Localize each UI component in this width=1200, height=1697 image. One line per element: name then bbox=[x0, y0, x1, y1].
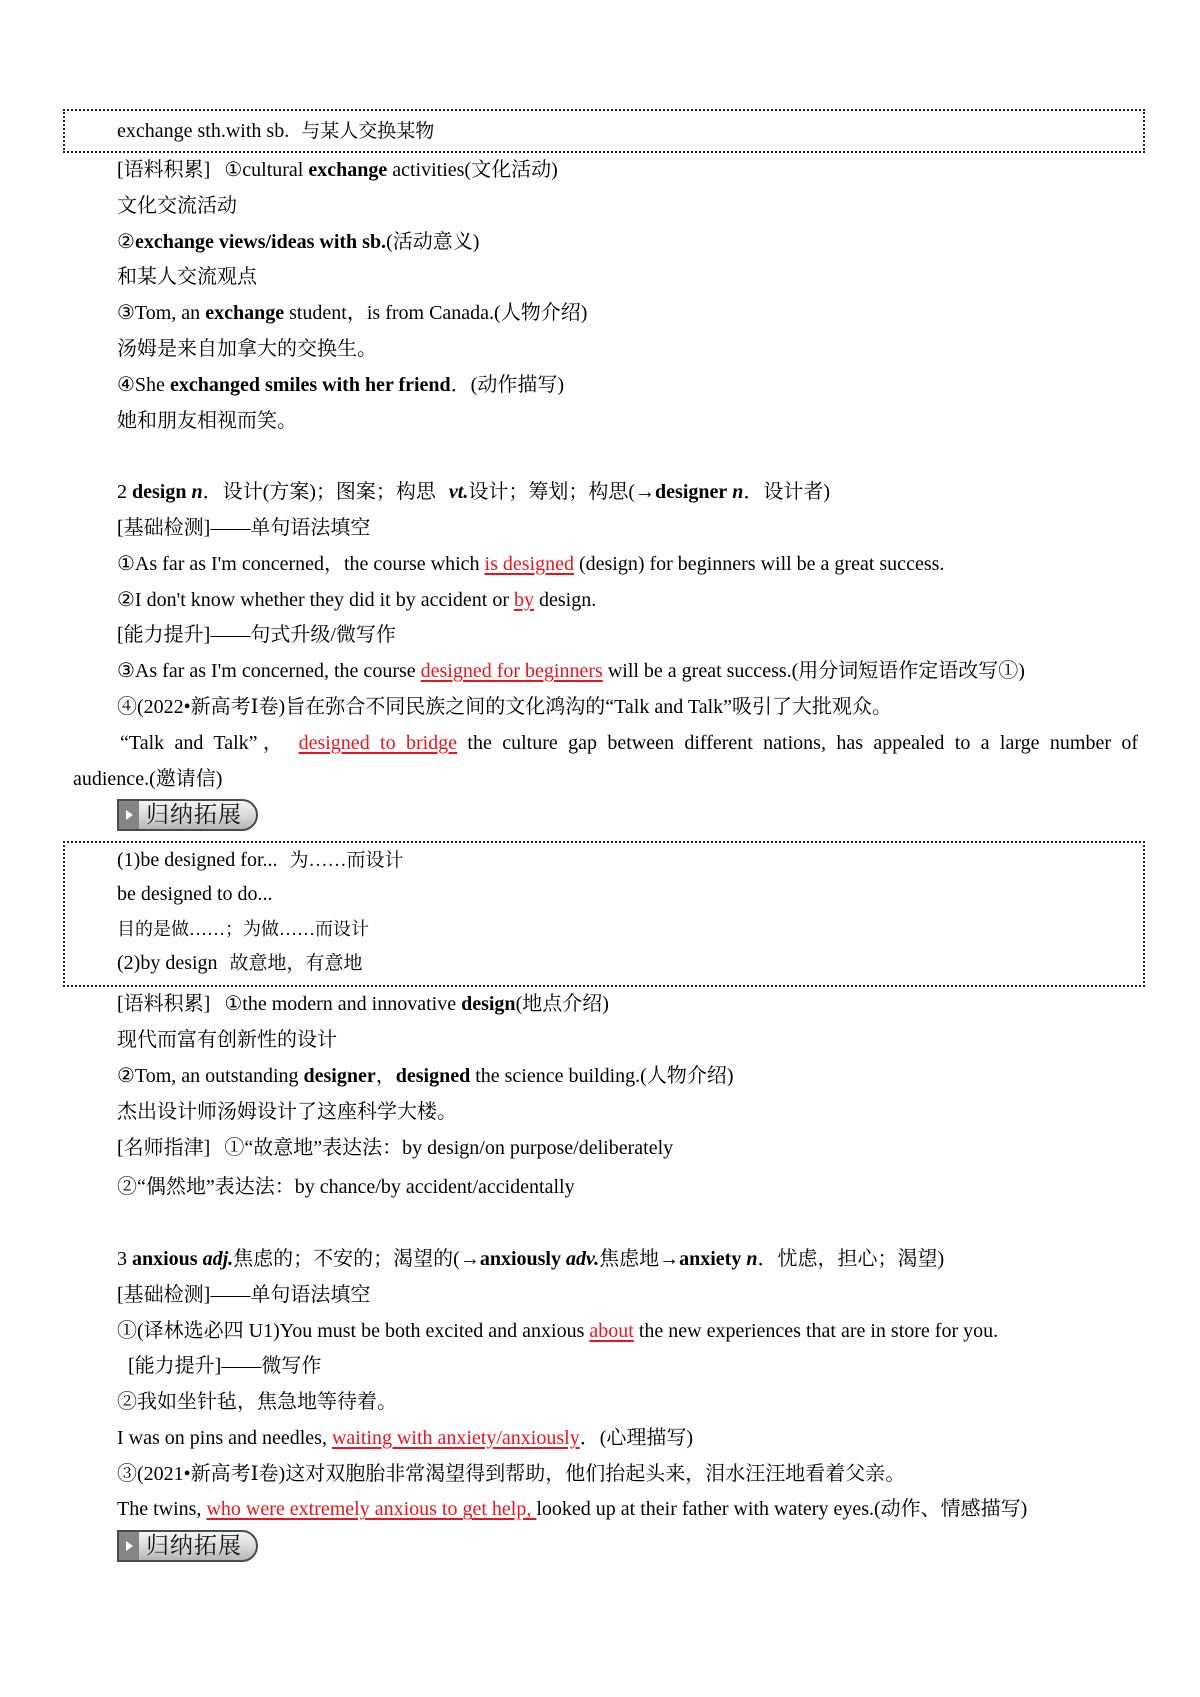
tip-line bbox=[0, 1170, 1170, 1206]
derived-word: anxiously bbox=[479, 1247, 561, 1270]
exercise-task: ——句式升级/微写作 bbox=[210, 624, 396, 647]
sense: ．设计者) bbox=[743, 481, 831, 504]
tip-text: ①“故意地”表达法：by design/on purpose/deliberately bbox=[224, 1136, 674, 1159]
corpus-label: [语料积累] bbox=[117, 993, 211, 1016]
exercise-text: I was on pins and needles, bbox=[117, 1426, 332, 1449]
translation-line bbox=[0, 1095, 1170, 1131]
exercise-line bbox=[0, 1421, 1170, 1457]
phrase-meaning: 目的是做……；为做……而设计 bbox=[117, 918, 369, 939]
exercise-heading bbox=[0, 618, 1170, 654]
keyword: exchange views/ideas with sb. bbox=[134, 230, 387, 253]
exercise-text: will be a great success.(用分词短语作定语改写①) bbox=[602, 660, 1025, 683]
translation-line bbox=[0, 404, 1170, 440]
example-text: ①the modern and innovative bbox=[224, 993, 462, 1016]
example-text: ② bbox=[117, 230, 135, 253]
phrase-meaning: 为……而设计 bbox=[289, 850, 404, 872]
headword: design bbox=[132, 481, 187, 504]
summary-line bbox=[117, 912, 1143, 946]
exercise-text: “Talk and Talk”， bbox=[120, 731, 299, 754]
sense: 焦虑的；不安的；渴望的(→ bbox=[233, 1247, 480, 1270]
writing-answer bbox=[0, 726, 1138, 798]
exercise-text: design. bbox=[534, 588, 597, 611]
corpus-line bbox=[0, 296, 1170, 332]
summary-line bbox=[117, 877, 1143, 911]
exercise-label: [能力提升] bbox=[128, 1355, 222, 1378]
summary-badge-label: 归纳拓展 bbox=[146, 1533, 242, 1560]
translation: 她和朋友相视而笑。 bbox=[117, 409, 297, 432]
translation: 和某人交流观点 bbox=[117, 266, 257, 289]
phrase-meaning: 与某人交换某物 bbox=[301, 121, 435, 142]
part-of-speech: adj. bbox=[202, 1247, 234, 1270]
spacer bbox=[0, 439, 1200, 475]
phrase: (2)by design bbox=[117, 952, 218, 975]
entry-number: 3 bbox=[117, 1247, 127, 1270]
example-text: activities(文化活动) bbox=[387, 159, 558, 181]
exercise-line bbox=[0, 583, 1170, 619]
exercise-text: ①(译林选必四 U1)You must be both excited and anxious bbox=[117, 1319, 590, 1342]
writing-prompt bbox=[0, 1385, 1170, 1421]
exercise-text: ①As far as I'm concerned，the course which bbox=[117, 552, 485, 575]
exercise-text: ②I don't know whether they did it by accident or bbox=[117, 588, 514, 611]
keyword: exchanged smiles with her friend bbox=[169, 373, 451, 396]
headword: anxious bbox=[132, 1247, 198, 1270]
writing-prompt bbox=[0, 1457, 1170, 1493]
part-of-speech: n bbox=[191, 481, 203, 504]
translation: 汤姆是来自加拿大的交换生。 bbox=[117, 337, 377, 360]
entry-heading bbox=[0, 475, 1170, 511]
translation-line bbox=[0, 1023, 1170, 1059]
example-text: ①cultural bbox=[224, 159, 309, 181]
exercise-label: [能力提升] bbox=[117, 624, 211, 647]
writing-prompt bbox=[0, 690, 1170, 726]
derived-word: anxiety bbox=[679, 1247, 742, 1270]
example-text: the science building.(人物介绍) bbox=[470, 1064, 734, 1087]
part-of-speech: adv. bbox=[565, 1247, 600, 1270]
corpus-line bbox=[0, 153, 1170, 189]
corpus-label: [语料积累] bbox=[117, 159, 211, 181]
exercise-task: ——单句语法填空 bbox=[210, 516, 371, 539]
entry-heading bbox=[0, 1242, 1170, 1278]
exercise-heading bbox=[0, 1349, 1170, 1385]
phrase-box bbox=[63, 109, 1145, 153]
answer: waiting with anxiety/anxiously bbox=[331, 1426, 580, 1449]
tip-line bbox=[0, 1131, 1170, 1167]
summary-badge bbox=[117, 799, 258, 831]
summary-badge-row bbox=[0, 1528, 1200, 1564]
corpus-line bbox=[0, 1059, 1170, 1095]
triangle-right-icon bbox=[119, 1532, 139, 1560]
example-text: (活动意义) bbox=[386, 230, 480, 253]
example-text: ②Tom, an outstanding bbox=[117, 1064, 304, 1087]
phrase-meaning: 故意地，有意地 bbox=[229, 953, 363, 975]
part-of-speech: n bbox=[746, 1247, 758, 1270]
summary-line bbox=[117, 946, 1143, 980]
part-of-speech: n bbox=[732, 481, 744, 504]
phrase: be designed to do... bbox=[117, 883, 273, 906]
exercise-heading bbox=[0, 1278, 1170, 1314]
answer: is designed bbox=[484, 552, 574, 575]
translation: 现代而富有创新性的设计 bbox=[117, 1029, 337, 1052]
example-text: ④She bbox=[117, 373, 170, 396]
sense: 设计；筹划；构思(→ bbox=[468, 481, 656, 504]
tips-label: [名师指津] bbox=[117, 1136, 211, 1159]
summary-line bbox=[117, 843, 1143, 877]
writing-answer-line bbox=[73, 762, 1138, 798]
exercise-label: [基础检测] bbox=[117, 516, 211, 539]
summary-box bbox=[63, 841, 1145, 987]
exercise-text: ③As far as I'm concerned, the course bbox=[117, 660, 421, 683]
keyword: design bbox=[461, 993, 516, 1016]
exercise-text: the culture gap between different nations, has appealed to a large number of bbox=[457, 731, 1138, 754]
example-text: student，is from Canada.(人物介绍) bbox=[284, 302, 588, 325]
exercise-line bbox=[0, 1492, 1170, 1528]
example-text: (地点介绍) bbox=[515, 993, 609, 1016]
answer: designed to bridge bbox=[298, 731, 458, 754]
derived-word: designer bbox=[655, 481, 728, 504]
example-text: ， bbox=[375, 1064, 396, 1087]
triangle-right-icon bbox=[119, 801, 139, 829]
prompt-text: ②我如坐针毡，焦急地等待着。 bbox=[117, 1391, 397, 1414]
exercise-text: The twins, bbox=[117, 1498, 207, 1521]
summary-badge-row bbox=[0, 797, 1200, 833]
summary-badge-label: 归纳拓展 bbox=[146, 802, 242, 829]
keyword: exchange bbox=[308, 159, 388, 181]
sense: ．忧虑，担心；渴望) bbox=[757, 1247, 945, 1270]
writing-answer-line bbox=[73, 726, 1138, 762]
corpus-line bbox=[0, 368, 1170, 404]
exercise-label: [基础检测] bbox=[117, 1283, 211, 1306]
translation: 文化交流活动 bbox=[117, 194, 237, 217]
entry-number: 2 bbox=[117, 481, 127, 504]
exercise-heading bbox=[0, 511, 1170, 547]
sense: ．设计(方案)；图案；构思 bbox=[202, 481, 436, 504]
exercise-line bbox=[0, 1314, 1170, 1350]
spacer bbox=[0, 1206, 1200, 1242]
translation-line bbox=[0, 260, 1170, 296]
exercise-text: audience.(邀请信) bbox=[73, 767, 223, 790]
translation-line bbox=[0, 189, 1170, 225]
keyword: designer bbox=[303, 1064, 376, 1087]
exercise-text: ．(心理描写) bbox=[579, 1426, 694, 1449]
keyword: exchange bbox=[205, 302, 285, 325]
prompt-text: ③(2021•新高考Ⅰ卷)这对双胞胎非常渴望得到帮助，他们抬起头来，泪水汪汪地看着父亲。 bbox=[117, 1462, 906, 1485]
phrase: exchange sth.with sb. bbox=[117, 120, 290, 142]
exercise-line bbox=[0, 654, 1170, 690]
tip-text: ②“偶然地”表达法：by chance/by accident/accidentally bbox=[117, 1176, 575, 1199]
document-body bbox=[0, 109, 1200, 1564]
exercise-line bbox=[0, 547, 1170, 583]
answer: designed for beginners bbox=[420, 660, 603, 683]
sense: 焦虑地→ bbox=[599, 1247, 680, 1270]
phrase: (1)be designed for... bbox=[117, 849, 278, 872]
translation-line bbox=[0, 332, 1170, 368]
corpus-line bbox=[0, 225, 1170, 261]
exercise-text: (design) for beginners will be a great success. bbox=[573, 552, 945, 575]
summary-badge bbox=[117, 1530, 258, 1562]
exercise-text: looked up at their father with watery eyes.(动作、情感描写) bbox=[536, 1498, 1028, 1521]
keyword: designed bbox=[395, 1064, 471, 1087]
answer: who were extremely anxious to get help, bbox=[206, 1498, 537, 1521]
answer: by bbox=[514, 588, 534, 611]
answer: about bbox=[589, 1319, 634, 1342]
prompt-text: ④(2022•新高考Ⅰ卷)旨在弥合不同民族之间的文化鸿沟的“Talk and Talk”吸引了大批观众。 bbox=[117, 695, 892, 718]
exercise-task: ——单句语法填空 bbox=[210, 1283, 371, 1306]
translation: 杰出设计师汤姆设计了这座科学大楼。 bbox=[117, 1100, 457, 1123]
exercise-text: the new experiences that are in store for you. bbox=[633, 1319, 999, 1342]
corpus-line bbox=[0, 987, 1170, 1023]
exercise-task: ——微写作 bbox=[221, 1355, 322, 1378]
example-text: ③Tom, an bbox=[117, 302, 206, 325]
example-text: ．(动作描写) bbox=[450, 373, 564, 396]
part-of-speech: vt. bbox=[448, 481, 469, 504]
